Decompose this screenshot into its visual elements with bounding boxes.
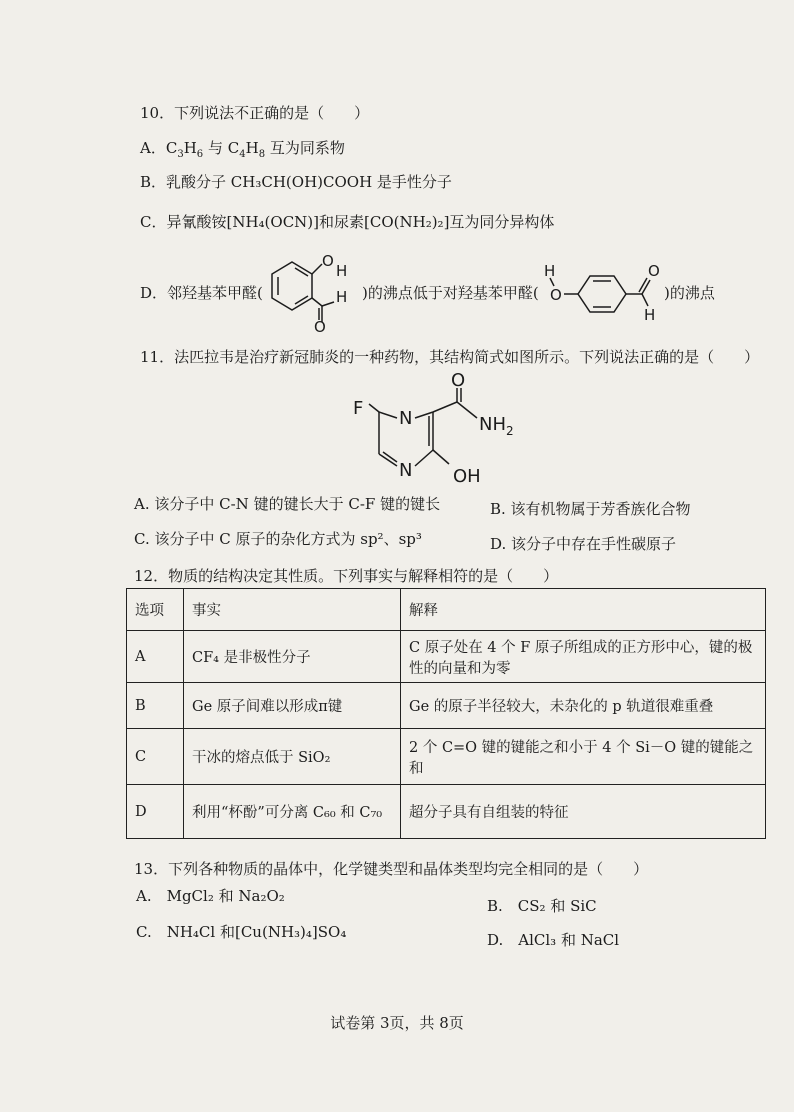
- q10-option-b: B．乳酸分子 CH₃CH(OH)COOH 是手性分子: [140, 173, 452, 191]
- ortho-aldehyde-o: O: [314, 318, 326, 336]
- q12-stem: 12．物质的结构决定其性质。下列事实与解释相符的是（ ）: [134, 567, 559, 585]
- ortho-h-atom: H: [336, 262, 348, 280]
- favipiravir-structure: [345, 372, 525, 492]
- table-cell-option: B: [127, 683, 184, 729]
- table-cell-fact: CF₄ 是非极性分子: [184, 631, 401, 683]
- amide-nh2: [479, 414, 514, 438]
- table-cell-option: D: [127, 785, 184, 839]
- para-aldehyde-o: O: [648, 262, 660, 280]
- table-row: [127, 683, 766, 729]
- q10-option-a: A．$C_3H_6$ 与 $C_4H_8$ 互为同系物: [140, 139, 345, 160]
- amide-nh-subscript: 2: [506, 424, 514, 438]
- ring-n-bottom: N: [399, 460, 413, 481]
- table-cell-option: A: [127, 631, 184, 683]
- q10-option-c: C．异氰酸铵[NH₄(OCN)]和尿素[CO(NH₂)₂]互为同分异构体: [140, 213, 555, 231]
- table-cell-fact: 干冰的熔点低于 SiO₂: [184, 729, 401, 785]
- table-cell-explanation: C 原子处在 4 个 F 原子所组成的正方形中心，键的极性的向量和为零: [401, 631, 766, 683]
- page-footer: 试卷第 3页，共 8页: [330, 1014, 464, 1032]
- fluorine-atom: F: [353, 398, 364, 419]
- q13-option-b: B. CS₂ 和 SiC: [487, 897, 597, 915]
- q12-table: [126, 588, 766, 839]
- para-h-atom: H: [544, 262, 556, 280]
- q11-option-a: A. 该分子中 C-N 键的键长大于 C-F 键的键长: [134, 495, 441, 513]
- q11-option-c: C. 该分子中 C 原子的杂化方式为 sp²、sp³: [134, 530, 422, 548]
- q11-stem: 11．法匹拉韦是治疗新冠肺炎的一种药物，其结构简式如图所示。下列说法正确的是（ ）: [140, 348, 760, 366]
- para-hydroxybenzaldehyde-structure: [538, 262, 668, 324]
- amide-o-atom: O: [451, 370, 466, 391]
- table-header-fact: 事实: [184, 589, 401, 631]
- q13-option-d: D. AlCl₃ 和 NaCl: [487, 931, 620, 949]
- q13-stem: 13．下列各种物质的晶体中，化学键类型和晶体类型均完全相同的是（ ）: [134, 860, 649, 878]
- para-o-atom: O: [550, 286, 562, 304]
- q11-option-b: B. 该有机物属于芳香族化合物: [490, 500, 691, 518]
- hydroxyl-oh: OH: [453, 466, 481, 487]
- q10-option-d-mid: )的沸点低于对羟基苯甲醛(: [362, 284, 539, 302]
- table-header-option: 选项: [127, 589, 184, 631]
- table-cell-explanation: 2 个 C=O 键的键能之和小于 4 个 Si－O 键的键能之和: [401, 729, 766, 785]
- q10-option-a-mid: 与: [207, 139, 223, 157]
- q10-option-a-tail: 互为同系物: [269, 139, 345, 157]
- ring-n-top: N: [399, 408, 413, 429]
- ortho-aldehyde-h: H: [336, 288, 348, 306]
- table-row: [127, 785, 766, 839]
- ortho-hydroxybenzaldehyde-structure: [262, 250, 362, 334]
- table-header-row: [127, 589, 766, 631]
- q10-option-d-tail: )的沸点: [664, 284, 715, 302]
- table-cell-fact: 利用“杯酚”可分离 C₆₀ 和 C₇₀: [184, 785, 401, 839]
- table-row: [127, 729, 766, 785]
- table-cell-option: C: [127, 729, 184, 785]
- q13-option-a: A. MgCl₂ 和 Na₂O₂: [136, 887, 285, 905]
- q11-option-d: D. 该分子中存在手性碳原子: [490, 535, 677, 553]
- ortho-o-atom: O: [322, 252, 334, 270]
- table-header-explanation: 解释: [401, 589, 766, 631]
- table-cell-fact: Ge 原子间难以形成π键: [184, 683, 401, 729]
- table-row: [127, 631, 766, 683]
- para-aldehyde-h: H: [644, 306, 656, 324]
- q10-option-a-label: A．: [140, 139, 166, 157]
- amide-nh: NH: [479, 414, 506, 435]
- q13-option-c: C. NH₄Cl 和[Cu(NH₃)₄]SO₄: [136, 923, 347, 941]
- q10-stem: 10．下列说法不正确的是（ ）: [140, 104, 370, 122]
- table-cell-explanation: Ge 的原子半径较大，未杂化的 p 轨道很难重叠: [401, 683, 766, 729]
- table-cell-explanation: 超分子具有自组装的特征: [401, 785, 766, 839]
- q10-option-d-head: D．邻羟基苯甲醛(: [140, 284, 263, 302]
